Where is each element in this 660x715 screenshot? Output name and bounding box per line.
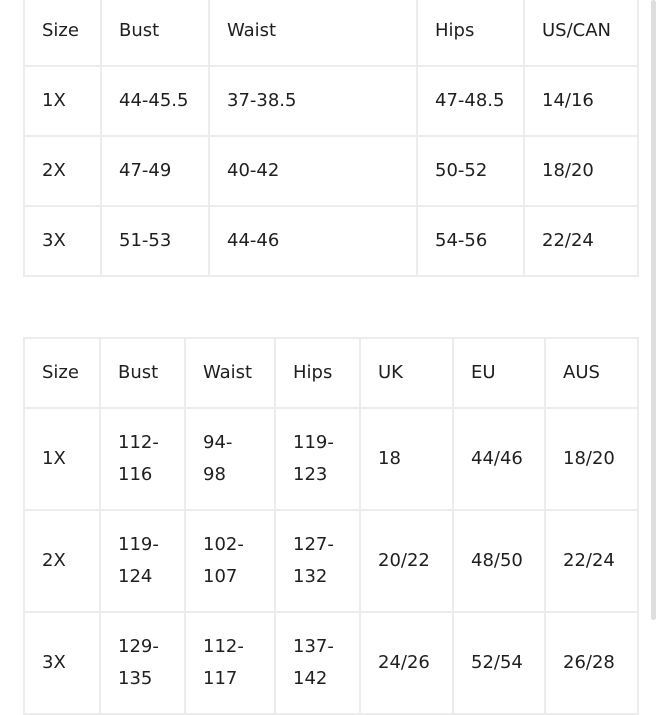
header-hips: Hips <box>275 338 360 408</box>
cell-uk: 24/26 <box>360 612 453 714</box>
table-row <box>24 206 638 276</box>
cell-uk: 20/22 <box>360 510 453 612</box>
cell-eu: 44/46 <box>453 408 545 510</box>
header-size: Size <box>24 0 101 66</box>
header-size: Size <box>24 338 100 408</box>
header-bust: Bust <box>101 0 209 66</box>
cell-bust-line: 119- <box>118 534 159 555</box>
table-row <box>24 612 638 714</box>
cell-hips <box>275 612 360 714</box>
cell-waist: 37-38.5 <box>209 66 417 136</box>
cell-us-can: 18/20 <box>524 136 638 206</box>
table-row <box>24 408 638 510</box>
header-aus: AUS <box>545 338 638 408</box>
header-hips: Hips <box>417 0 524 66</box>
cell-size: 2X <box>24 136 101 206</box>
table-header-row <box>24 0 638 66</box>
table-row <box>24 136 638 206</box>
cell-waist <box>185 510 275 612</box>
cell-us-can: 22/24 <box>524 206 638 276</box>
cell-waist-line: 98 <box>203 464 226 485</box>
header-waist: Waist <box>209 0 417 66</box>
cell-hips: 47-48.5 <box>417 66 524 136</box>
cell-size: 3X <box>24 612 100 714</box>
cell-bust-line: 135 <box>118 668 153 689</box>
cell-hips-line: 137- <box>293 636 334 657</box>
cell-aus: 18/20 <box>545 408 638 510</box>
cell-waist: 44-46 <box>209 206 417 276</box>
header-us-can: US/CAN <box>524 0 638 66</box>
cell-bust-line: 124 <box>118 566 153 587</box>
cell-hips: 54-56 <box>417 206 524 276</box>
cell-waist: 40-42 <box>209 136 417 206</box>
table-header-row <box>24 338 638 408</box>
cell-waist <box>185 408 275 510</box>
cell-hips: 50-52 <box>417 136 524 206</box>
cell-size: 2X <box>24 510 100 612</box>
cell-hips-line: 142 <box>293 668 328 689</box>
cell-aus: 22/24 <box>545 510 638 612</box>
size-chart-intl-table <box>23 337 639 715</box>
table-row <box>24 66 638 136</box>
cell-us-can: 14/16 <box>524 66 638 136</box>
cell-bust <box>100 612 185 714</box>
cell-size: 3X <box>24 206 101 276</box>
header-bust: Bust <box>100 338 185 408</box>
cell-bust-line: 116 <box>118 464 153 485</box>
cell-waist <box>185 612 275 714</box>
cell-bust <box>100 510 185 612</box>
cell-bust: 47-49 <box>101 136 209 206</box>
header-eu: EU <box>453 338 545 408</box>
cell-size: 1X <box>24 66 101 136</box>
cell-hips-line: 132 <box>293 566 328 587</box>
cell-bust-line: 129- <box>118 636 159 657</box>
cell-waist-line: 107 <box>203 566 238 587</box>
table-row <box>24 510 638 612</box>
cell-hips <box>275 510 360 612</box>
cell-hips-line: 127- <box>293 534 334 555</box>
header-waist: Waist <box>185 338 275 408</box>
cell-bust: 44-45.5 <box>101 66 209 136</box>
cell-bust <box>100 408 185 510</box>
cell-hips <box>275 408 360 510</box>
header-uk: UK <box>360 338 453 408</box>
cell-hips-line: 119- <box>293 432 334 453</box>
cell-eu: 48/50 <box>453 510 545 612</box>
cell-bust-line: 112- <box>118 432 159 453</box>
cell-hips-line: 123 <box>293 464 328 485</box>
cell-bust: 51-53 <box>101 206 209 276</box>
cell-eu: 52/54 <box>453 612 545 714</box>
cell-aus: 26/28 <box>545 612 638 714</box>
cell-waist-line: 102- <box>203 534 244 555</box>
cell-uk: 18 <box>360 408 453 510</box>
size-chart-us-table <box>23 0 639 277</box>
cell-waist-line: 94- <box>203 432 233 453</box>
cell-size: 1X <box>24 408 100 510</box>
cell-waist-line: 117 <box>203 668 238 689</box>
scrollbar[interactable] <box>651 0 656 620</box>
cell-waist-line: 112- <box>203 636 244 657</box>
